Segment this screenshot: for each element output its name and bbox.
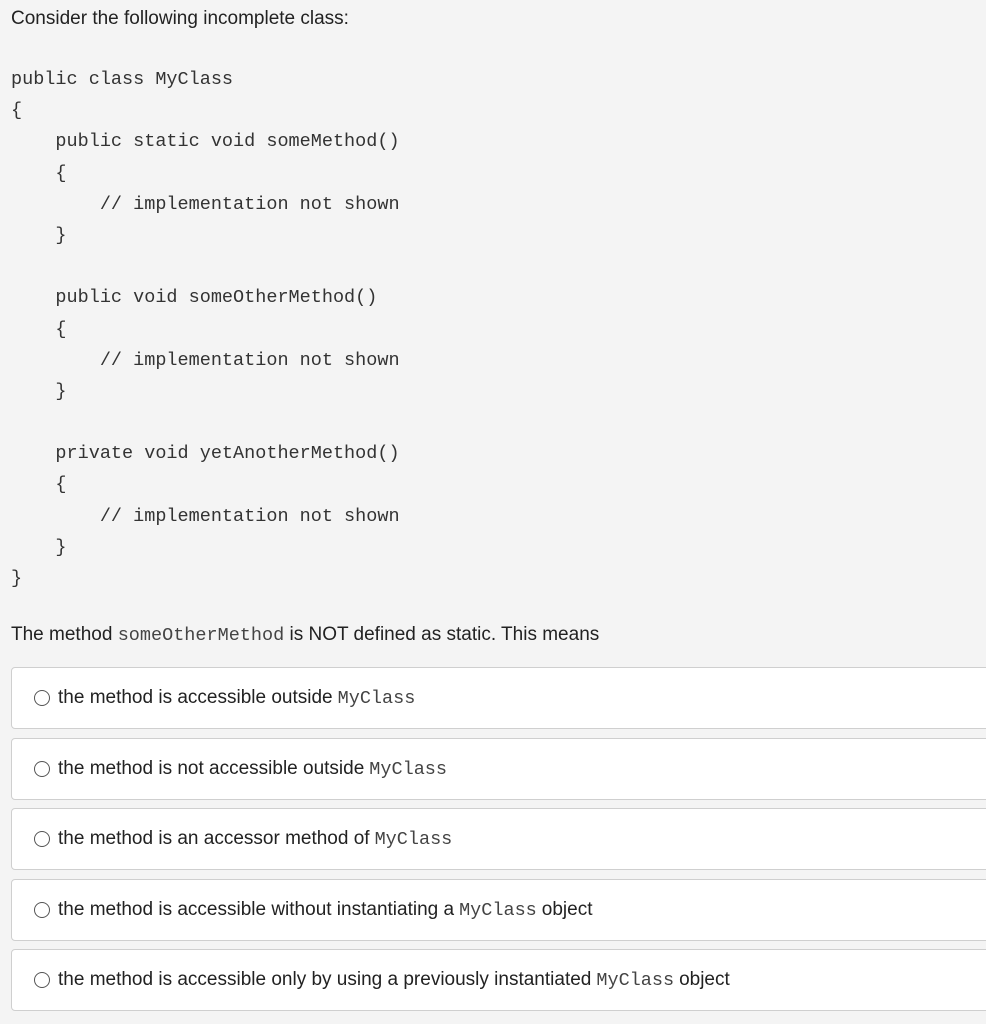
- option-code: MyClass: [369, 758, 448, 780]
- option-code: MyClass: [374, 829, 453, 851]
- code-line: public void someOtherMethod(): [11, 287, 378, 309]
- question-suffix: is NOT defined as static. This means: [289, 624, 600, 645]
- question-intro: Consider the following incomplete class:: [11, 8, 349, 29]
- code-line: private void yetAnotherMethod(): [11, 443, 400, 465]
- code-line: [11, 251, 400, 282]
- answer-option-5[interactable]: [11, 949, 986, 1011]
- radio-button-icon[interactable]: [34, 902, 50, 918]
- code-line: // implementation not shown: [11, 193, 400, 215]
- code-block: [11, 64, 400, 594]
- code-line: public static void someMethod(): [11, 131, 400, 153]
- code-line: // implementation not shown: [11, 349, 400, 371]
- code-line: public class MyClass: [11, 69, 234, 90]
- code-line: {: [11, 100, 23, 122]
- option-text: the method is accessible without instantiating a: [58, 898, 455, 920]
- option-text: the method is accessible outside: [58, 687, 333, 708]
- question-prefix: The method: [11, 624, 113, 645]
- code-line: }: [11, 380, 67, 402]
- radio-button-icon[interactable]: [34, 690, 50, 706]
- question-text: [11, 622, 599, 649]
- answer-option-4[interactable]: [11, 879, 986, 941]
- radio-button-icon[interactable]: [34, 761, 50, 777]
- radio-button-icon[interactable]: [34, 972, 50, 988]
- question-code: someOtherMethod: [117, 625, 285, 646]
- option-code: MyClass: [459, 899, 537, 921]
- option-text: the method is not accessible outside: [58, 757, 365, 779]
- code-line: }: [11, 536, 67, 558]
- code-line: // implementation not shown: [11, 505, 400, 527]
- option-text: the method is accessible only by using a previously instantiated: [58, 969, 592, 991]
- answer-options: [11, 667, 986, 1020]
- option-code: MyClass: [337, 688, 416, 709]
- option-text-after: object: [679, 969, 730, 991]
- code-line: }: [11, 224, 67, 246]
- option-text-after: object: [541, 898, 593, 920]
- option-code: MyClass: [596, 970, 675, 992]
- code-line: [11, 407, 400, 438]
- answer-option-3[interactable]: [11, 808, 986, 870]
- answer-option-2[interactable]: [11, 738, 986, 800]
- code-line: {: [11, 162, 67, 184]
- answer-option-1[interactable]: [11, 667, 986, 729]
- code-line: {: [11, 474, 67, 496]
- code-line: }: [11, 568, 23, 589]
- option-text: the method is an accessor method of: [58, 828, 370, 850]
- radio-button-icon[interactable]: [34, 831, 50, 847]
- code-line: {: [11, 318, 67, 340]
